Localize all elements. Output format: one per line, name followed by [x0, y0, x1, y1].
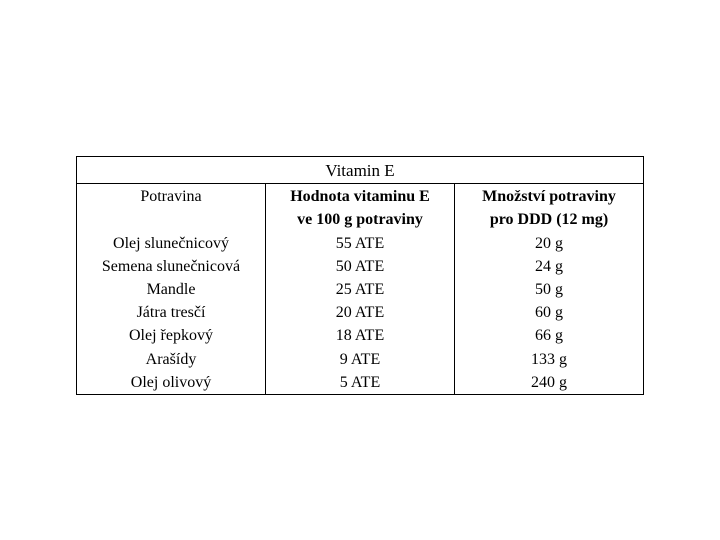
table-header-row: [77, 184, 644, 232]
header-value: [266, 184, 455, 232]
cell-food: Arašídy: [77, 348, 266, 371]
cell-value: 55 ATE: [266, 232, 455, 255]
cell-amount: 60 g: [535, 304, 563, 322]
table-title: Vitamin E: [77, 157, 644, 184]
cell-food: Olej olivový: [77, 371, 266, 395]
cell-food: Semena slunečnicová: [77, 255, 266, 278]
header-amount-line2: pro DDD (12 mg): [489, 211, 609, 229]
cell-value: 5 ATE: [266, 371, 455, 395]
table-body: [77, 232, 644, 395]
cell-amount: 24 g: [535, 257, 563, 275]
table-title-row: [77, 157, 644, 184]
cell-amount: 133 g: [531, 350, 567, 368]
header-value-line1: Hodnota vitaminu E: [290, 188, 430, 206]
table-row: [77, 255, 644, 278]
table-row: [77, 371, 644, 395]
vitamin-e-table: [76, 156, 644, 395]
cell-food: Olej slunečnicový: [77, 232, 266, 255]
cell-amount: 240 g: [531, 373, 567, 391]
header-food-label: Potravina: [140, 188, 202, 206]
cell-amount: 20 g: [535, 234, 563, 252]
cell-value: 50 ATE: [266, 255, 455, 278]
cell-food: Olej řepkový: [77, 324, 266, 347]
header-value-line2: ve 100 g potraviny: [297, 211, 423, 229]
header-food: [77, 184, 266, 232]
header-amount-line1: Množství potraviny: [482, 188, 616, 206]
table-row: [77, 278, 644, 301]
table-row: [77, 301, 644, 324]
table-row: [77, 232, 644, 255]
cell-value: 9 ATE: [266, 348, 455, 371]
cell-food: Játra tresčí: [77, 301, 266, 324]
header-value-text: [266, 184, 454, 231]
table-row: [77, 324, 644, 347]
cell-amount: 66 g: [535, 327, 563, 345]
cell-value: 20 ATE: [266, 301, 455, 324]
cell-amount: 50 g: [535, 281, 563, 299]
table-row: [77, 348, 644, 371]
cell-value: 25 ATE: [266, 278, 455, 301]
header-amount-text: [455, 184, 643, 231]
cell-value: 18 ATE: [266, 324, 455, 347]
header-amount: [455, 184, 644, 232]
cell-food: Mandle: [77, 278, 266, 301]
